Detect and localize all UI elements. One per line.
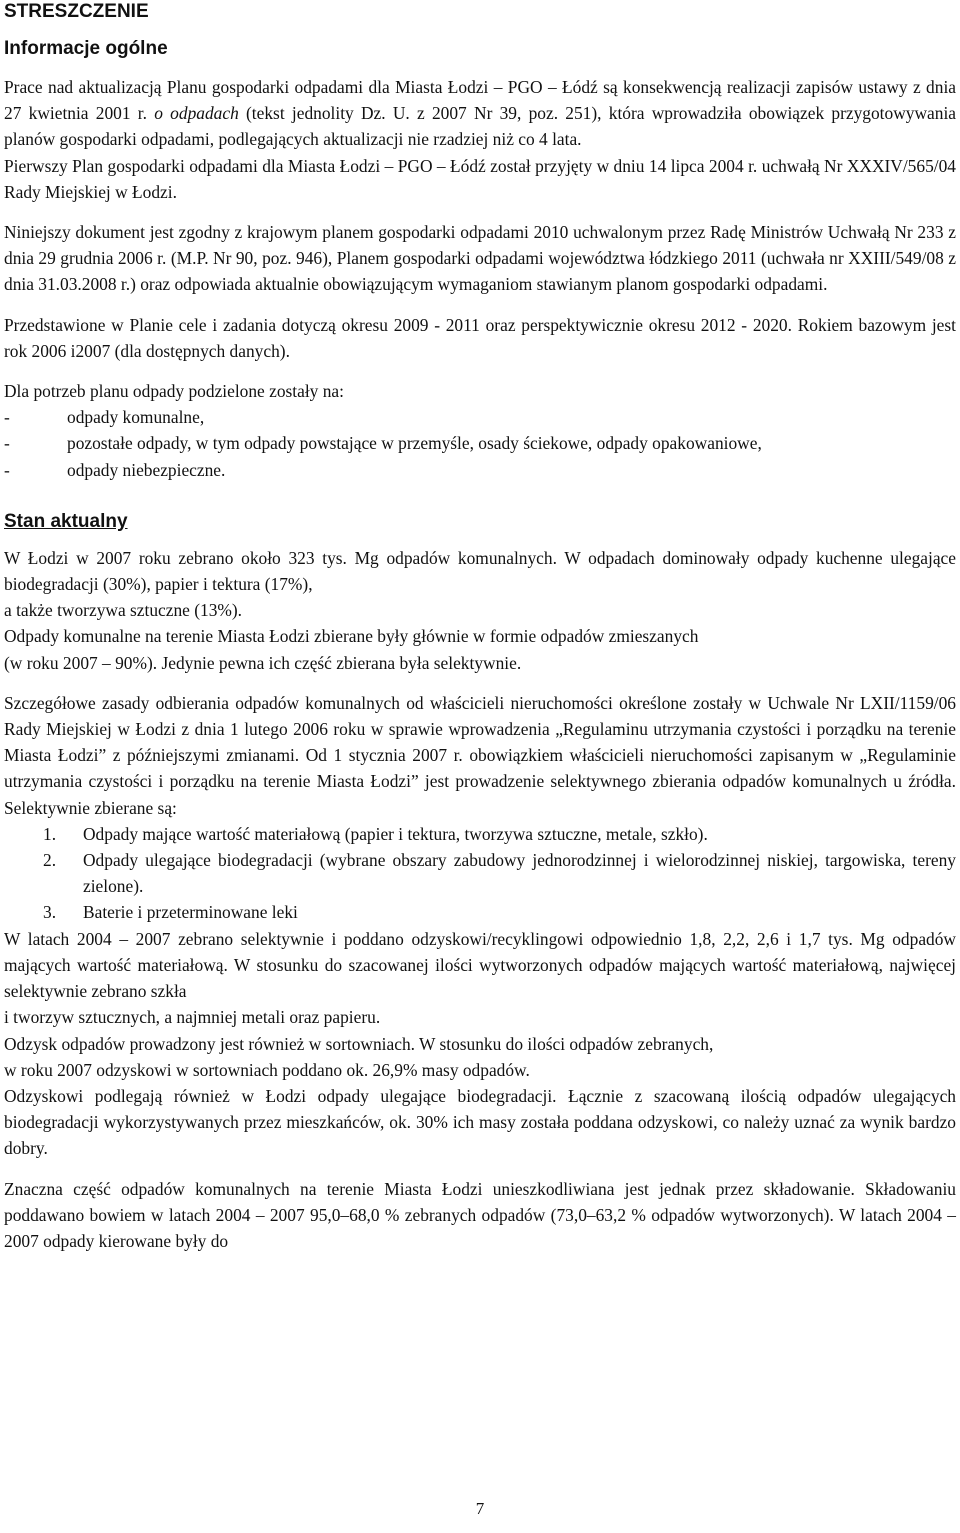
paragraph-sorting-cont: w roku 2007 odzyskowi w sortowniach poddano ok. 26,9% masy odpadów. xyxy=(4,1059,530,1080)
section-heading-current-state: Stan aktualny xyxy=(4,510,128,532)
waste-category-list xyxy=(4,404,956,483)
list-item: - odpady niebezpieczne. xyxy=(4,457,956,483)
paragraph-intro xyxy=(4,74,956,153)
paragraph-first-plan: Pierwszy Plan gospodarki odpadami dla Miasta Łodzi – PGO – Łódź został przyjęty w dniu 14 lipca 2004 r. uchwałą Nr XXXIV/565/04 Rady Miejskiej w Łodzi. xyxy=(4,155,956,202)
paragraph-collected: W Łodzi w 2007 roku zebrano około 323 tys. Mg odpadów komunalnych. W odpadach dominowały odpady kuchenne ulegające biodegradacji (30%), papier i tektura (17%), xyxy=(4,547,956,595)
paragraph-recycling: W latach 2004 – 2007 zebrano selektywnie i poddano odzyskowi/recyklingowi odpowiednio 1,8, 2,2, 2,6 i 1,7 tys. Mg odpadów mających wartość materiałową. W stosunku do szacowanej ilości wytworzonych odpadów mających wartość materiałową, najwięcej selektywnie zebrano szkła xyxy=(4,928,956,1002)
list-item: - odpady komunalne, xyxy=(4,404,956,430)
paragraph-landfill: Znaczna część odpadów komunalnych na terenie Miasta Łodzi unieszkodliwiana jest jednak przez składowanie. Składowaniu poddawano bowiem w latach 2004 – 2007 95,0–68,0 % zebranych odpadów (73,0–63,2 % odpadów wytworzonych). W latach 2004 – 2007 odpady kierowane były do xyxy=(4,1178,956,1251)
paragraph-compliance: Niniejszy dokument jest zgodny z krajowym planem gospodarki odpadami 2010 uchwalonym przez Radę Ministrów Uchwałą Nr 233 z dnia 29 grudnia 2006 r. (M.P. Nr 90, poz. 946), Planem gospodarki odpadami województwa łódzkiego 2011 (uchwała nr XXIII/549/08 z dnia 31.03.2008 r.) oraz odpowiada aktualnie obowiązującym wymaganiom stawianym planom gospodarki odpadami. xyxy=(4,222,956,295)
paragraph-recycling-cont: i tworzyw sztucznych, a najmniej metali oraz papieru. xyxy=(4,1007,381,1028)
list-item: 2. Odpady ulegające biodegradacji (wybrane obszary zabudowy jednorodzinnej i wielorodzinnej niskiej, targowiska, tereny zielone). xyxy=(43,850,956,897)
paragraph-mixed: Odpady komunalne na terenie Miasta Łodzi zbierane były głównie w formie odpadów zmieszanych xyxy=(4,626,699,647)
list-item: 3. Baterie i przeterminowane leki xyxy=(43,902,298,923)
page-number: 7 xyxy=(475,1499,485,1518)
paragraph-biodegradable: Odzyskowi podlegają również w Łodzi odpady ulegające biodegradacji. Łącznie z szacowaną ilością odpadów ulegających biodegradacji wykorzystywanych przez mieszkańców, ok. 30% ich masy została poddana odzyskowi, co należy uznać za wynik bardzo dobry. xyxy=(4,1085,956,1159)
list-item: 1. Odpady mające wartość materiałową (papier i tektura, tworzywa sztuczne, metale, szkło). xyxy=(43,823,708,844)
paragraph-intro-italic: o odpadach xyxy=(154,103,239,124)
paragraph-rules: Szczegółowe zasady odbierania odpadów komunalnych od właścicieli nieruchomości określone zostały w Uchwale Nr LXII/1159/06 Rady Miejskiej w Łodzi z dnia 1 lutego 2006 roku w sprawie wprowadzenia „Regulaminu utrzymania czystości i porządku na terenie Miasta Łodzi” z późniejszymi zmianami. Od 1 stycznia 2007 r. obowiązkiem właścicieli nieruchomości zapisanym w „Regulaminie utrzymania czystości i porządku na terenie Miasta Łodzi” jest prowadzenie selektywnego zbierania odpadów komunalnych u źródła. Selektywnie zbierane są: xyxy=(4,692,956,818)
paragraph-categories-intro: Dla potrzeb planu odpady podzielone zostały na: xyxy=(4,381,344,402)
selective-collection-list xyxy=(4,821,956,926)
section-heading-general: Informacje ogólne xyxy=(4,38,168,59)
list-item: - pozostałe odpady, w tym odpady powstające w przemyśle, osady ściekowe, odpady opakowaniowe, xyxy=(4,430,956,456)
paragraph-intro-text: Prace nad aktualizacją Planu gospodarki odpadami dla Miasta Łodzi – PGO – Łódź są konsekwencją realizacji zapisów ustawy z dnia 27 kwietnia 2001 r. xyxy=(4,77,956,124)
paragraph-intro-rest: (tekst jednolity Dz. U. z 2007 Nr 39, poz. 251), która wprowadziła obowiązek przygotowywania planów gospodarki odpadami, podlegających aktualizacji nie rzadziej niż co 4 lata. xyxy=(4,103,956,150)
paragraph-sorting: Odzysk odpadów prowadzony jest również w sortowniach. W stosunku do ilości odpadów zebranych, xyxy=(4,1033,714,1054)
paragraph-collected-cont: a także tworzywa sztuczne (13%). xyxy=(4,600,243,621)
paragraph-mixed-cont: (w roku 2007 – 90%). Jedynie pewna ich część zbierana była selektywnie. xyxy=(4,652,522,673)
document-title: STRESZCZENIE xyxy=(4,1,149,22)
paragraph-goals: Przedstawione w Planie cele i zadania dotyczą okresu 2009 - 2011 oraz perspektywicznie okresu 2012 - 2020. Rokiem bazowym jest rok 2006 i2007 (dla dostępnych danych). xyxy=(4,314,956,361)
